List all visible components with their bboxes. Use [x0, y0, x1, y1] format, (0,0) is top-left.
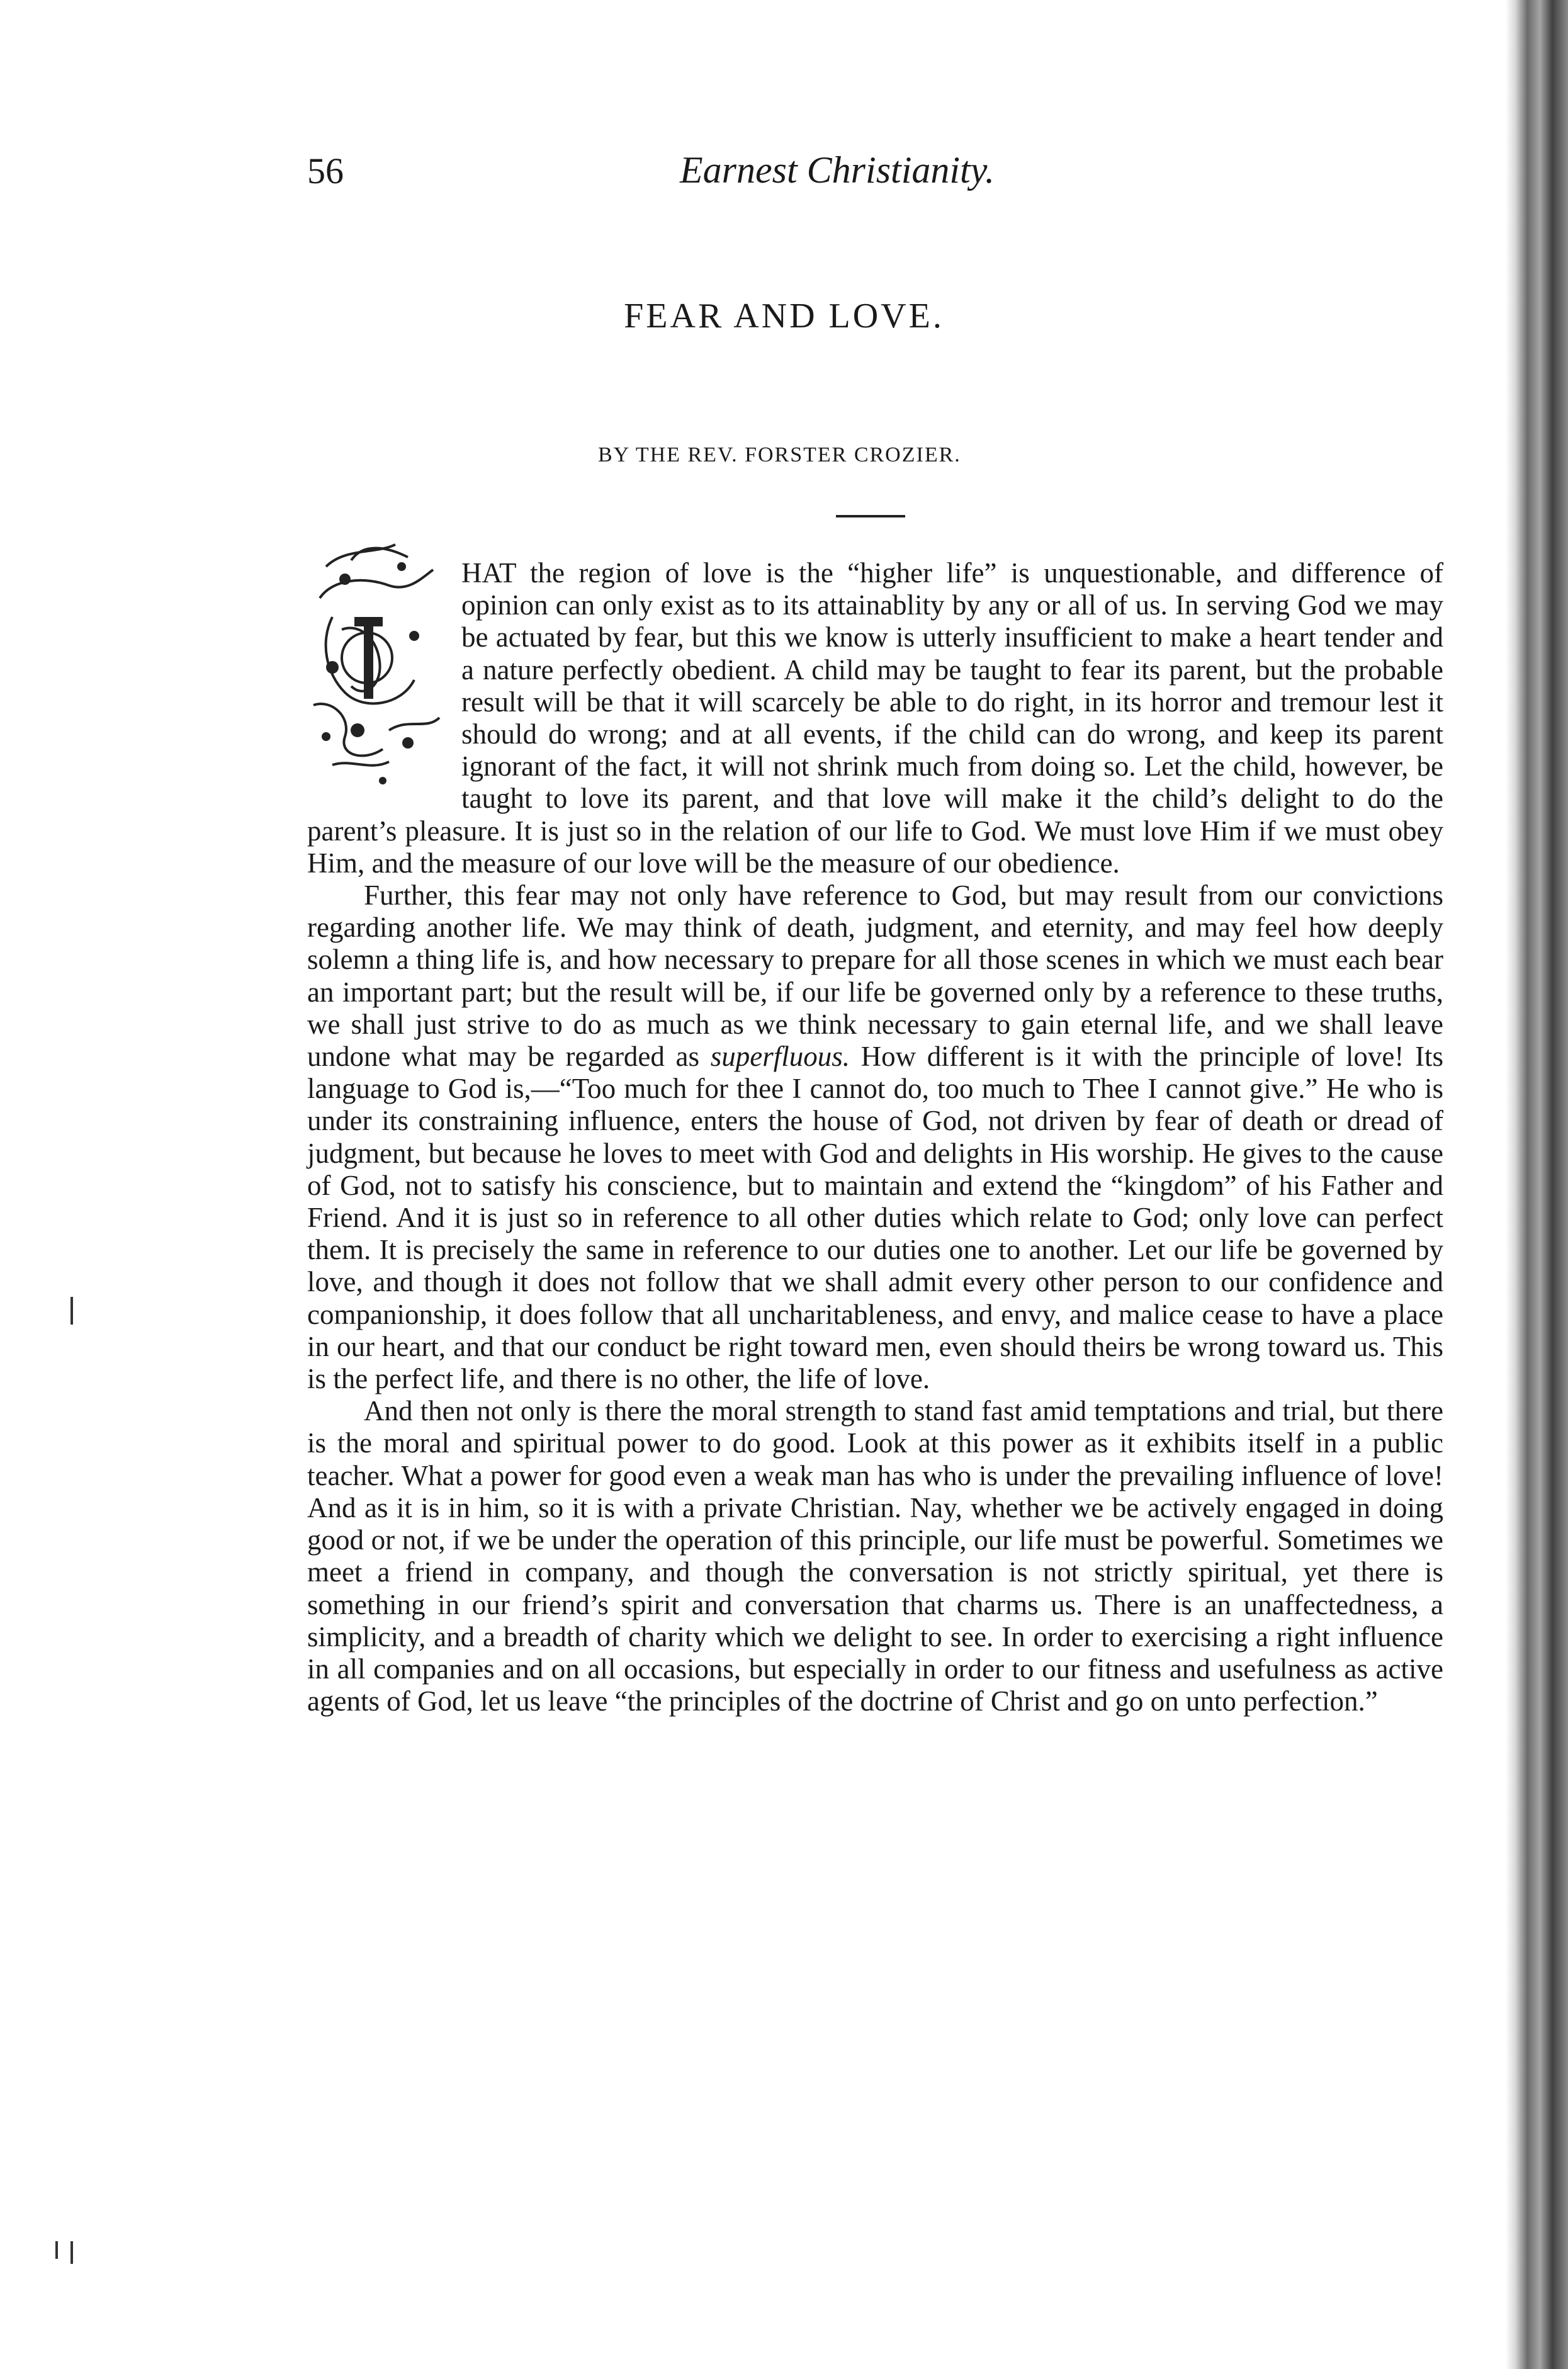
running-title: Earnest Christianity. [680, 149, 995, 191]
margin-mark [55, 2241, 58, 2259]
emphasis-word: superfluous. [710, 1041, 850, 1073]
drop-cap-space [307, 557, 461, 803]
article-title: FEAR AND LOVE. [624, 297, 944, 336]
margin-mark [71, 2241, 73, 2264]
paragraph-text: How different is it with the principle of love! Its language to God is,—“Too much for thee I cannot do, too much to Thee I cannot give.” He who is under its constraining influence, enters the house of God, not driven by fear of death or dread of judgment, but because he loves to meet with God and delights in His worship. He gives to the cause of God, not to satisfy his conscience, but to maintain and extend the “kingdom” of his Father and Friend. And it is just so in reference to all other duties which relate to God; only love can perfect them. It is precisely the same in reference to our duties one to another. Let our life be governed by love, and though it does not follow that we shall admit every other person to our confidence and companionship, it does follow that all uncharitableness, and envy, and malice cease to have a place in our heart, and that our conduct be right toward men, even should theirs be wrong toward us. This is the perfect life, and there is no other, the life of love. [307, 1041, 1443, 1395]
book-binding-edge [1506, 0, 1568, 2369]
paragraph-text: Further, this fear may not only have reference to God, but may result from our convictions regarding another life. We may think of death, judgment, and eternity, and may feel how deeply solemn a thing life is, and how necessary to prepare for all those scenes in which we must each bear an important part; but the result will be, if our life be governed only by a reference to these truths, we shall just strive to do as much as we think necessary to gain eternal life, and we shall leave undone what may be regarded as [307, 879, 1443, 1073]
paragraph: HAT the region of love is the “higher life” is unquestionable, and difference of opinion can only exist as to its attainablity by any or all of us. In serving God we may be actuated by fear, but this we know is utterly insufficient to make a heart tender and a nature perfectly obedient. A child may be taught to fear its parent, but the probable result will be that it will scarcely be able to do right, in its horror and tremour lest it should do wrong; and at all events, if the child can do wrong, and keep its parent ignorant of the fact, it will not shrink much from doing so. Let the child, however, be taught to love its parent, and that love will make it the child’s delight to do the parent’s pleasure. It is just so in the relation of our life to God. We must love Him if we must obey Him, and the measure of our love will be the measure of our obedience. [307, 557, 1443, 879]
article-byline: BY THE REV. FORSTER CROZIER. [598, 443, 961, 466]
paragraph: And then not only is there the moral strength to stand fast amid temptations and trial, but there is the moral and spiritual power to do good. Look at this power as it exhibits itself in a public teacher. What a power for good even a weak man has who is under the prevailing influence of love! And as it is in him, so it is with a private Christian. Nay, whether we be actively engaged in doing good or not, if we be under the operation of this principle, our life must be powerful. Sometimes we meet a friend in company, and though the conversation is not strictly spiritual, yet there is something in our friend’s spirit and conversation that charms us. There is an unaffectedness, a simplicity, and a breadth of charity which we delight to see. In order to exercising a right influence in all companies and on all occasions, but especially in order to our fitness and usefulness as active agents of God, let us leave “the principles of the doctrine of Christ and go on unto perfection.” [307, 1395, 1443, 1717]
title-divider [836, 515, 905, 517]
article-body [307, 557, 1443, 1717]
page-number: 56 [307, 150, 344, 191]
paragraph [307, 879, 1443, 1395]
margin-mark [71, 1297, 73, 1325]
